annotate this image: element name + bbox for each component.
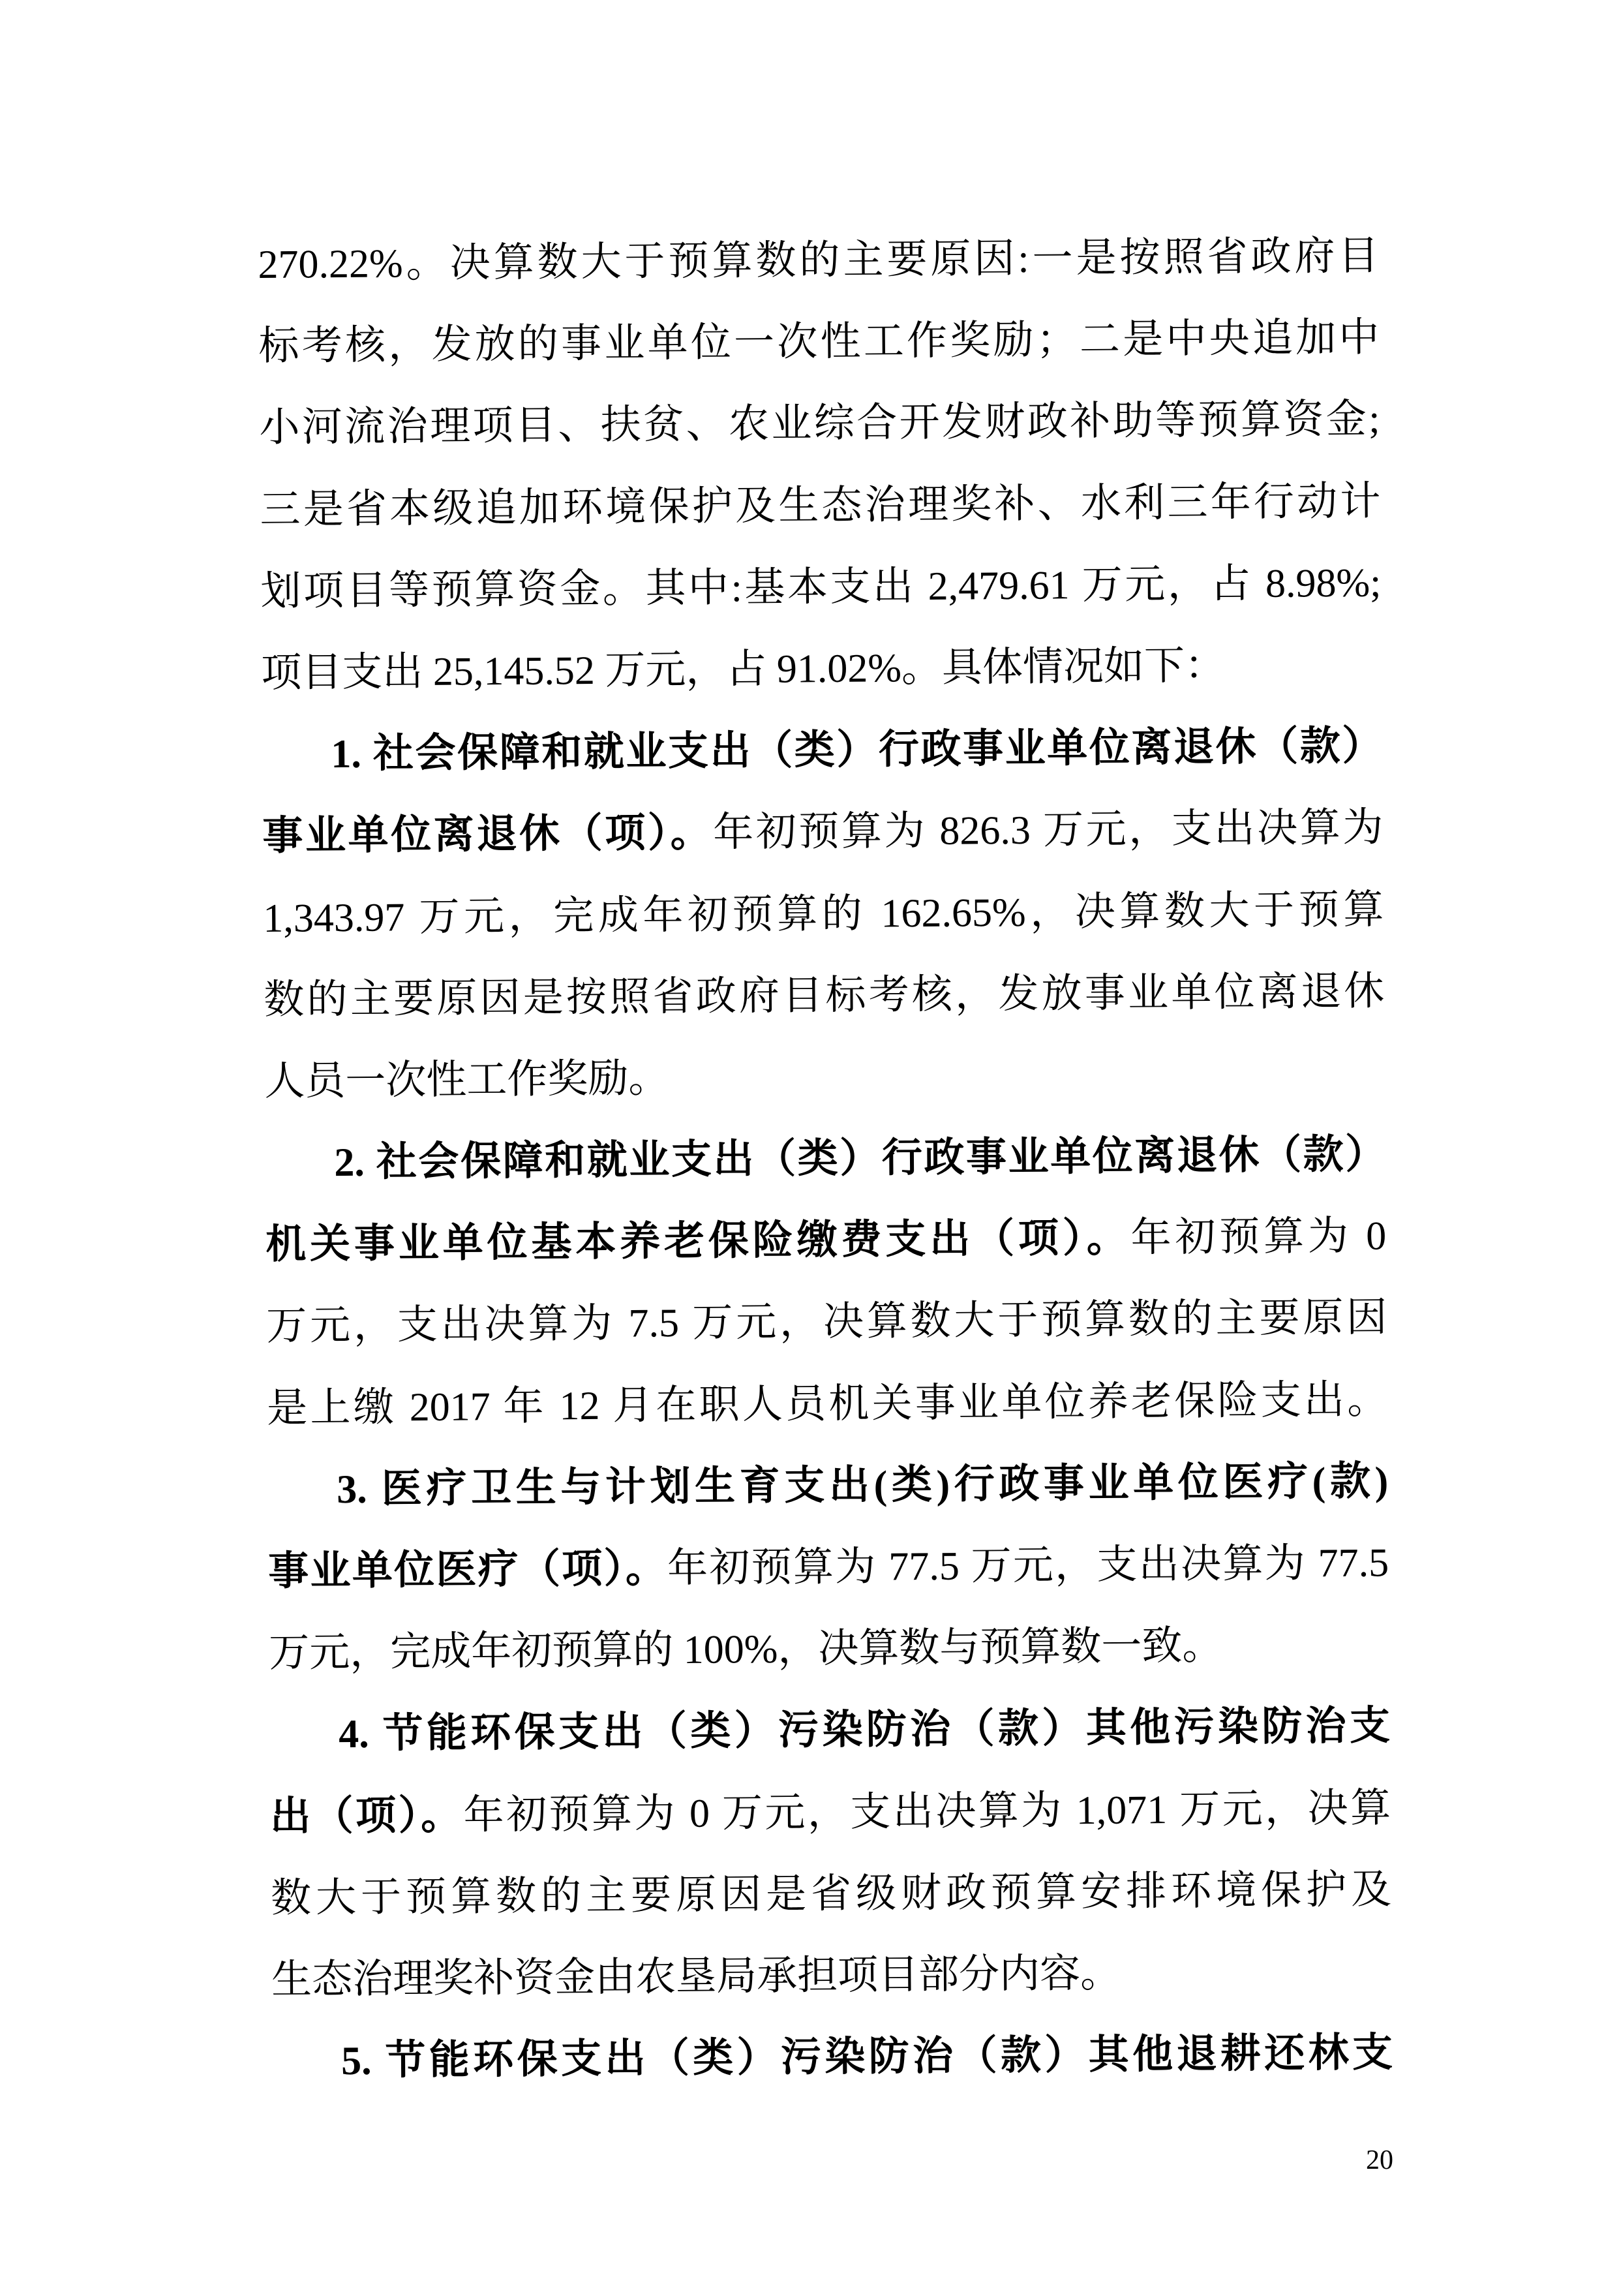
text-line bbox=[260, 461, 1381, 551]
text-line bbox=[260, 542, 1382, 633]
text-line bbox=[262, 706, 1383, 797]
text-segment: 标考核，发放的事业单位一次性工作奖励；二是中央追加中 bbox=[258, 315, 1380, 369]
text-line bbox=[264, 1032, 1385, 1123]
document-body bbox=[258, 216, 1393, 2104]
text-segment: 年初预算为 0 万元，支出决算为 1,071 万元，决算 bbox=[463, 1785, 1391, 1838]
text-line bbox=[258, 216, 1379, 307]
text-line bbox=[272, 2013, 1393, 2104]
text-segment: 项目支出 25,145.52 万元，占 91.02%。具体情况如下： bbox=[261, 643, 1226, 696]
text-line bbox=[269, 1686, 1391, 1777]
text-segment: 人员一次性工作奖励。 bbox=[264, 1056, 669, 1104]
text-line bbox=[271, 1849, 1392, 1940]
text-segment: 年初预算为 0 bbox=[1130, 1214, 1387, 1261]
text-segment: 270.22%。决算数大于预算数的主要原因:一是按照省政府目 bbox=[258, 234, 1379, 287]
text-segment: 数大于预算数的主要原因是省级财政预算安排环境保护及 bbox=[270, 1867, 1392, 1921]
text-line bbox=[271, 1931, 1393, 2021]
text-line bbox=[267, 1441, 1389, 1531]
text-segment-bold: 出（项）。 bbox=[269, 1793, 464, 1839]
text-segment: 生态治理奖补资金由农垦局承担项目部分内容。 bbox=[271, 1951, 1121, 2002]
text-segment-bold: 2. 社会保障和就业支出（类）行政事业单位离退休（款） bbox=[334, 1132, 1386, 1186]
text-line bbox=[261, 624, 1382, 714]
text-segment-bold: 5. 节能环保支出（类）污染防治（款）其他退耕还林支 bbox=[340, 2030, 1393, 2084]
text-segment-bold: 3. 医疗卫生与计划生育支出(类)行政事业单位医疗(款) bbox=[336, 1459, 1389, 1512]
text-line bbox=[266, 1278, 1387, 1368]
text-line bbox=[265, 1196, 1387, 1287]
text-segment-bold: 机关事业单位基本养老保险缴费支出（项）。 bbox=[265, 1216, 1131, 1268]
text-line bbox=[268, 1522, 1389, 1613]
text-line bbox=[269, 1604, 1390, 1695]
text-segment: 小河流治理项目、扶贫、农业综合开发财政补助等预算资金; bbox=[259, 397, 1380, 451]
text-segment: 1,343.97 万元，完成年初预算的 162.65%，决算数大于预算 bbox=[263, 887, 1384, 941]
text-segment: 年初预算为 826.3 万元，支出决算为 bbox=[712, 805, 1384, 855]
text-segment-bold: 事业单位离退休（项）。 bbox=[262, 810, 714, 859]
page-number: 20 bbox=[1366, 2145, 1393, 2175]
text-line bbox=[265, 1114, 1386, 1205]
text-segment-bold: 1. 社会保障和就业支出（类）行政事业单位离退休（款） bbox=[331, 724, 1383, 777]
text-segment-bold: 4. 节能环保支出（类）污染防治（款）其他污染防治支 bbox=[338, 1704, 1391, 1757]
text-line bbox=[258, 298, 1380, 388]
text-line bbox=[270, 1768, 1391, 1858]
text-line bbox=[262, 788, 1384, 878]
text-line bbox=[259, 379, 1380, 470]
text-segment: 万元，完成年初预算的 100%，决算数与预算数一致。 bbox=[268, 1623, 1223, 1676]
text-segment-bold: 事业单位医疗（项）。 bbox=[267, 1546, 668, 1594]
text-line bbox=[263, 869, 1384, 960]
text-segment: 划项目等预算资金。其中:基本支出 2,479.61 万元，占 8.98%; bbox=[260, 560, 1382, 614]
text-line bbox=[267, 1359, 1388, 1450]
text-segment: 三是省本级追加环境保护及生态治理奖补、水利三年行动计 bbox=[260, 479, 1381, 532]
text-segment: 年初预算为 77.5 万元，支出决算为 77.5 bbox=[667, 1540, 1389, 1591]
text-segment: 万元，支出决算为 7.5 万元，决算数大于预算数的主要原因 bbox=[266, 1295, 1387, 1349]
text-segment: 是上缴 2017 年 12 月在职人员机关事业单位养老保险支出。 bbox=[266, 1377, 1388, 1431]
text-line bbox=[264, 951, 1385, 1041]
text-segment: 数的主要原因是按照省政府目标考核，发放事业单位离退休 bbox=[264, 969, 1385, 1022]
